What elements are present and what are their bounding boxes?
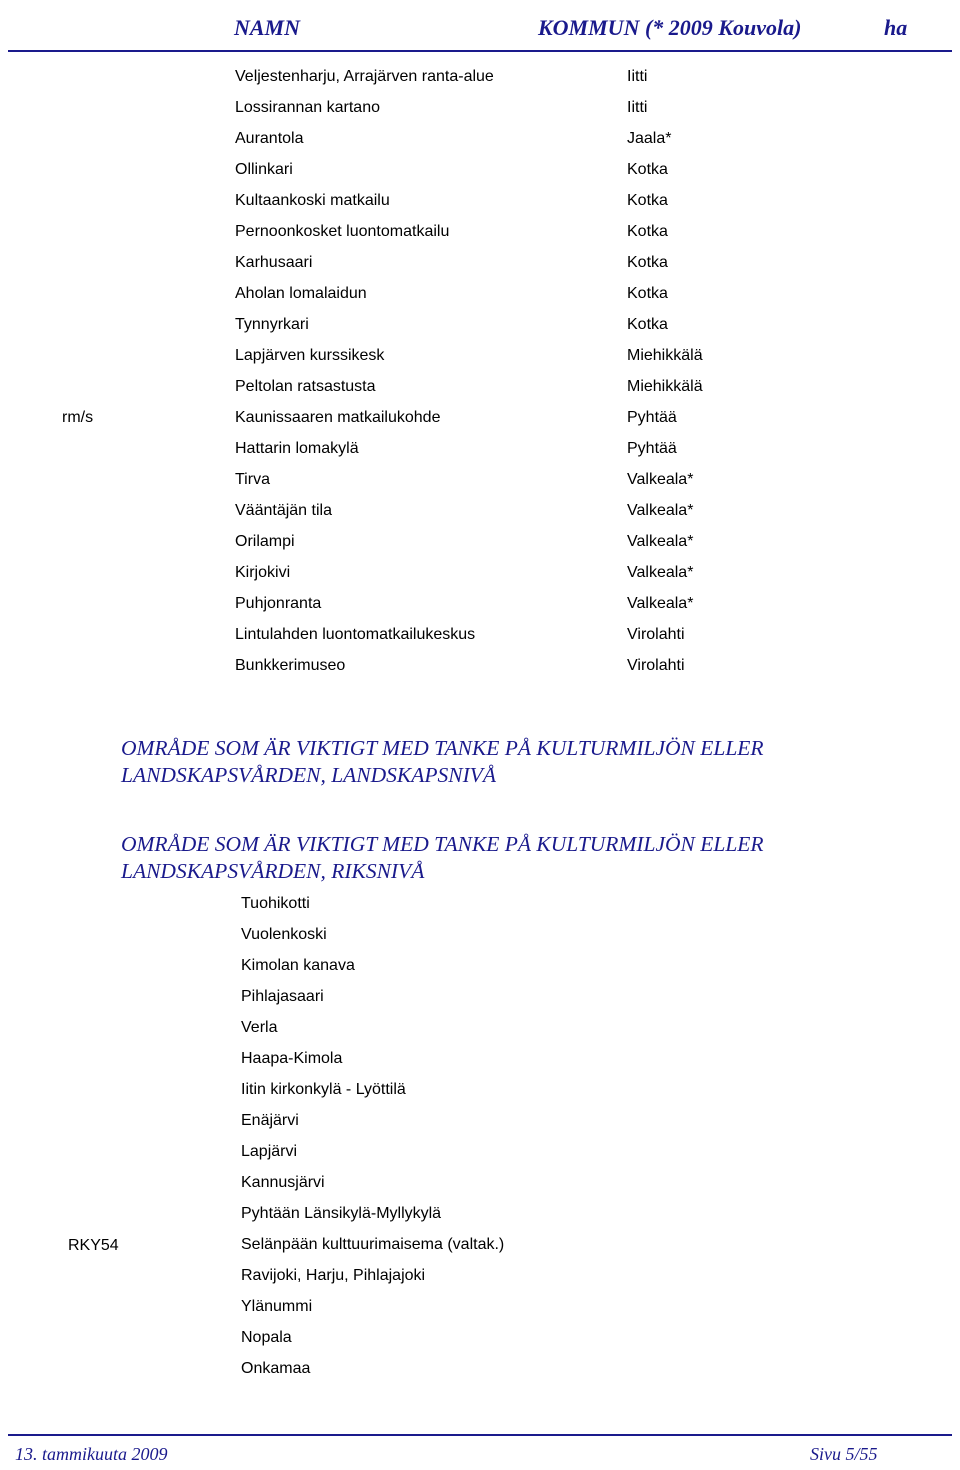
header-name-column: NAMN [234,15,301,40]
row-name: Kirjokivi [235,564,291,581]
row-municipality: Virolahti [627,657,685,674]
row-name: Aholan lomalaidun [235,285,367,302]
row-name: Pernoonkosket luontomatkailu [235,223,450,240]
row-name: Tirva [235,471,270,488]
footer-page-number: Sivu 5/55 [810,1444,878,1464]
row-municipality: Miehikkälä [627,378,703,395]
table-row [0,620,960,651]
row-name: Lossirannan kartano [235,99,380,116]
list-item: Vuolenkoski [241,926,327,943]
table-row [0,465,960,496]
page-header [8,0,952,52]
table-row [0,124,960,155]
table-row [0,527,960,558]
list-item: Onkamaa [241,1360,311,1377]
row-municipality: Valkeala* [627,564,694,581]
table-row [0,310,960,341]
row-municipality: Kotka [627,316,668,333]
header-municipality-column: KOMMUN (* 2009 Kouvola) [538,15,802,40]
table-row [0,217,960,248]
table-row [0,341,960,372]
section-heading-national-level [121,831,881,885]
row-name: Orilampi [235,533,295,550]
row-municipality: Jaala* [627,130,672,147]
table-row [0,651,960,682]
table-row [0,496,960,527]
table-row [0,62,960,93]
table-row [0,589,960,620]
table-row [0,248,960,279]
table-row [0,279,960,310]
list-item: Lapjärvi [241,1143,298,1160]
row-municipality: Valkeala* [627,595,694,612]
row-municipality: Pyhtää [627,440,677,457]
row-municipality: Kotka [627,192,668,209]
row-municipality: Valkeala* [627,533,694,550]
row-name: Lapjärven kurssikesk [235,347,385,364]
header-area-column: ha [884,15,908,40]
row-name: Kultaankoski matkailu [235,192,390,209]
row-name: Kaunissaaren matkailukohde [235,409,441,426]
row-municipality: Kotka [627,285,668,302]
section-heading-line: OMRÅDE SOM ÄR VIKTIGT MED TANKE PÅ KULTURMILJÖN ELLER [121,832,764,856]
row-name: Ollinkari [235,161,293,178]
list-item: Selänpään kulttuurimaisema (valtak.) [241,1236,505,1253]
list-item: Ravijoki, Harju, Pihlajajoki [241,1267,426,1284]
row-name: Lintulahden luontomatkailukeskus [235,626,476,643]
row-municipality: Virolahti [627,626,685,643]
row-municipality: Kotka [627,161,668,178]
row-municipality: Valkeala* [627,502,694,519]
row-name: Tynnyrkari [235,316,309,333]
row-municipality: Valkeala* [627,471,694,488]
list-item: Pyhtään Länsikylä-Myllykylä [241,1205,442,1222]
row-municipality: Kotka [627,254,668,271]
row-name: Aurantola [235,130,304,147]
row-code: rm/s [62,409,94,426]
section-heading-landscape-level [121,735,881,789]
table-row [0,186,960,217]
list-item: Verla [241,1019,278,1036]
table-row [0,155,960,186]
footer-date: 13. tammikuuta 2009 [15,1444,168,1464]
list-item: Enäjärvi [241,1112,299,1129]
row-name: Vääntäjän tila [235,502,332,519]
table-row [0,434,960,465]
row-municipality: Iitti [627,68,648,85]
list-item: Tuohikotti [241,895,310,912]
row-name: Veljestenharju, Arrajärven ranta-alue [235,68,494,85]
section-heading-line: LANDSKAPSVÅRDEN, LANDSKAPSNIVÅ [121,763,497,787]
table-row [0,403,960,434]
list-item: Ylänummi [241,1298,313,1315]
list-item: Iitin kirkonkylä - Lyöttilä [241,1081,406,1098]
row-municipality: Miehikkälä [627,347,703,364]
list-item: Nopala [241,1329,292,1346]
list-item: Kannusjärvi [241,1174,325,1191]
row-name: Hattarin lomakylä [235,440,359,457]
table-row [0,93,960,124]
rky-code: RKY54 [68,1237,119,1254]
section-heading-line: OMRÅDE SOM ÄR VIKTIGT MED TANKE PÅ KULTURMILJÖN ELLER [121,736,764,760]
list-item: Haapa-Kimola [241,1050,343,1067]
list-item: Pihlajasaari [241,988,324,1005]
list-item: Kimolan kanava [241,957,355,974]
table-row [0,372,960,403]
row-municipality: Kotka [627,223,668,240]
page-footer [8,1434,952,1470]
table-row [0,558,960,589]
section-heading-line: LANDSKAPSVÅRDEN, RIKSNIVÅ [121,859,425,883]
row-municipality: Pyhtää [627,409,677,426]
row-name: Puhjonranta [235,595,322,612]
row-name: Karhusaari [235,254,313,271]
row-municipality: Iitti [627,99,648,116]
row-name: Bunkkerimuseo [235,657,346,674]
row-name: Peltolan ratsastusta [235,378,376,395]
